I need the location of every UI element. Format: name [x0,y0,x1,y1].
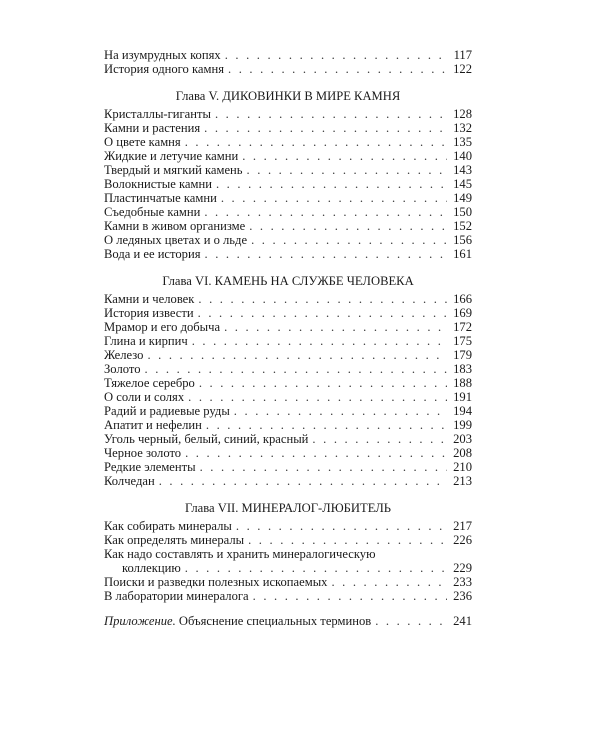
leader-dots [225,48,447,62]
appendix-label: Приложение. [104,614,176,628]
leader-dots [192,334,447,348]
leader-dots [200,460,447,474]
entry-title: Уголь черный, белый, синий, красный [104,432,309,446]
entry-title: Жидкие и летучие камни [104,149,239,163]
entry-title-continuation: коллекцию [122,561,181,575]
chapter-heading: Глава V. ДИКОВИНКИ В МИРЕ КАМНЯ [175,89,401,103]
entry-page: 194 [453,404,472,418]
toc-entry [104,247,472,261]
table-of-contents [104,48,472,628]
leader-dots [216,177,447,191]
toc-entry [104,460,472,474]
toc-entry [104,149,472,163]
entry-title: Черное золото [104,446,182,460]
toc-entry [104,320,472,334]
entry-title: Тяжелое серебро [104,376,195,390]
toc-entry [104,163,472,177]
toc-entry [104,121,472,135]
entry-page: 217 [453,519,472,533]
entry-title: Камни в живом организме [104,219,246,233]
toc-entry [104,519,472,533]
appendix-title-group [104,614,371,628]
toc-entry [104,474,472,488]
toc-entry [104,191,472,205]
entry-page: 169 [453,306,472,320]
leader-dots [185,561,447,575]
appendix-title: Объяснение специальных терминов [178,614,372,628]
entry-title: Твердый и мягкий камень [104,163,243,177]
leader-dots [224,320,447,334]
top-entries [104,48,472,76]
leader-dots [198,306,447,320]
entry-title: О ледяных цветах и о льде [104,233,248,247]
leader-dots [185,135,447,149]
toc-entry [104,306,472,320]
toc-entry [104,432,472,446]
leader-dots [249,219,447,233]
entry-page: 140 [453,149,472,163]
leader-dots [145,362,448,376]
entry-page: 161 [453,247,472,261]
chapter-section [104,274,472,488]
toc-entry [104,376,472,390]
entry-title: Как надо составлять и хранить минералогическую [104,547,376,561]
leader-dots [331,575,447,589]
entry-page: 179 [453,348,472,362]
entry-page: 188 [453,376,472,390]
toc-entry [104,589,472,603]
leader-dots [242,149,447,163]
entry-title: Вода и ее история [104,247,201,261]
entry-title: История извести [104,306,194,320]
chapter-heading: Глава VII. МИНЕРАЛОГ-ЛЮБИТЕЛЬ [185,501,391,515]
leader-dots [205,247,448,261]
leader-dots [204,121,447,135]
leader-dots [147,348,447,362]
leader-dots [312,432,447,446]
leader-dots [221,191,447,205]
leader-dots [248,533,447,547]
leader-dots [234,404,447,418]
toc-entry [104,533,472,547]
leader-dots [251,233,447,247]
toc-entry [104,48,472,62]
entry-page: 132 [453,121,472,135]
entry-title: Редкие элементы [104,460,196,474]
entry-title: Кристаллы-гиганты [104,107,211,121]
entry-page: 175 [453,334,472,348]
toc-entry [104,135,472,149]
leader-dots [198,292,447,306]
entry-page: 156 [453,233,472,247]
leader-dots [188,390,447,404]
entry-title: Камни и человек [104,292,195,306]
entry-title: В лаборатории минералога [104,589,249,603]
entry-title: Пластинчатые камни [104,191,217,205]
entry-title: Глина и кирпич [104,334,188,348]
entry-page: 241 [453,614,472,628]
entry-page: 135 [453,135,472,149]
leader-dots [204,205,447,219]
leader-dots [215,107,447,121]
leader-dots [253,589,447,603]
entry-title: О цвете камня [104,135,181,149]
entry-page: 226 [453,533,472,547]
entry-page: 210 [453,460,472,474]
toc-entry-first-line [104,547,472,561]
entry-title: Золото [104,362,141,376]
entry-page: 149 [453,191,472,205]
entry-page: 150 [453,205,472,219]
entry-page: 233 [453,575,472,589]
leader-dots [185,446,447,460]
entry-page: 166 [453,292,472,306]
entry-page: 122 [453,62,472,76]
entry-page: 128 [453,107,472,121]
entry-page: 145 [453,177,472,191]
toc-entry [104,446,472,460]
entry-title: Мрамор и его добыча [104,320,221,334]
chapter-heading: Глава VI. КАМЕНЬ НА СЛУЖБЕ ЧЕЛОВЕКА [162,274,414,288]
entry-title: Железо [104,348,144,362]
toc-entry [104,219,472,233]
entry-title: О соли и солях [104,390,185,404]
entry-title: Радий и радиевые руды [104,404,230,418]
toc-entry [104,362,472,376]
toc-entry [104,348,472,362]
toc-entry [104,575,472,589]
toc-entry [104,390,472,404]
leader-dots [206,418,447,432]
entry-title: Камни и растения [104,121,201,135]
entry-page: 152 [453,219,472,233]
entry-page: 236 [453,589,472,603]
entry-page: 117 [453,48,472,62]
toc-entry [104,205,472,219]
entry-title: История одного камня [104,62,224,76]
leader-dots [199,376,447,390]
chapter-section [104,501,472,603]
toc-entry [104,177,472,191]
chapter-section [104,89,472,261]
leader-dots [236,519,447,533]
entry-title: На изумрудных копях [104,48,221,62]
toc-entry [104,107,472,121]
entry-title: Волокнистые камни [104,177,212,191]
toc-entry [104,62,472,76]
entry-page: 203 [453,432,472,446]
toc-entry [104,404,472,418]
entry-page: 229 [453,561,472,575]
entry-title: Колчедан [104,474,155,488]
toc-entry-continuation [104,561,472,575]
leader-dots [247,163,447,177]
toc-entry [104,233,472,247]
entry-title: Как собирать минералы [104,519,232,533]
entry-page: 208 [453,446,472,460]
entry-page: 143 [453,163,472,177]
toc-entry [104,334,472,348]
entry-page: 199 [453,418,472,432]
entry-page: 191 [453,390,472,404]
leader-dots [375,614,447,628]
entry-title: Апатит и нефелин [104,418,202,432]
toc-entry [104,418,472,432]
leader-dots [228,62,447,76]
toc-entry [104,292,472,306]
entry-title: Как определять минералы [104,533,245,547]
entry-title: Съедобные камни [104,205,201,219]
appendix-entry [104,614,472,628]
entry-page: 213 [453,474,472,488]
leader-dots [159,474,447,488]
entry-page: 183 [453,362,472,376]
entry-title: Поиски и разведки полезных ископаемых [104,575,328,589]
entry-page: 172 [453,320,472,334]
